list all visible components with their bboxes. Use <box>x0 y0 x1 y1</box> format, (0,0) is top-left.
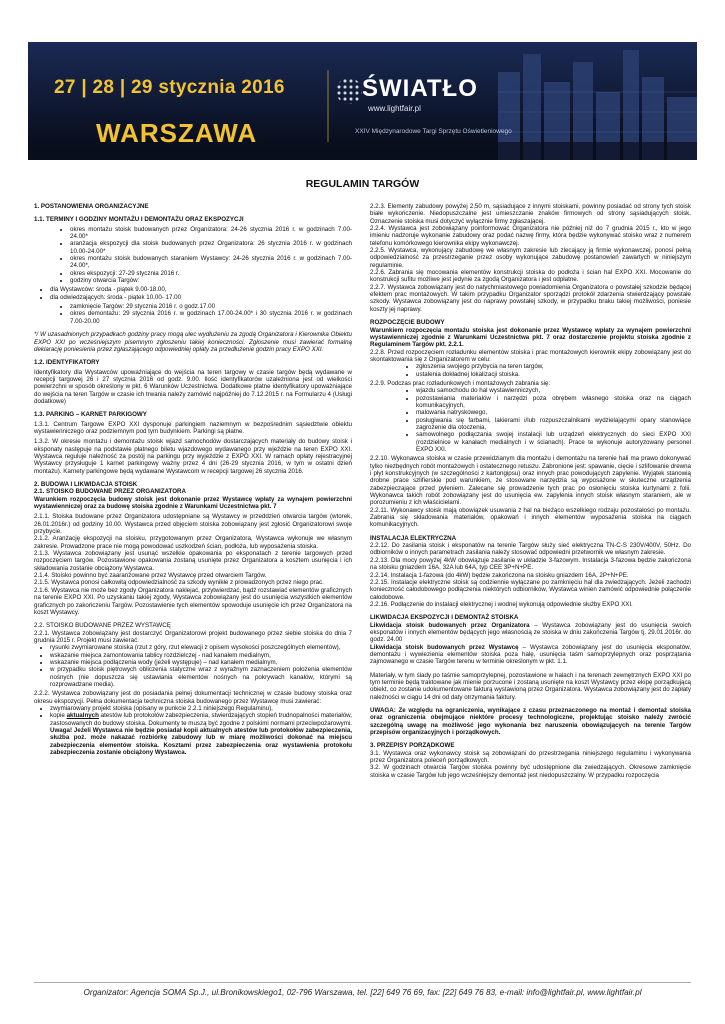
paragraph <box>370 622 691 644</box>
bold-text: Likwidacja stoisk budowanych przez Wystawcę <box>370 643 519 651</box>
schedule-sublist <box>34 286 352 301</box>
footer-divider <box>34 982 691 983</box>
event-city: WARSZAWA <box>96 118 258 148</box>
list-item: • dla Wystawców: środa - piątek 9.00-18.00, <box>50 286 352 293</box>
paragraph: 2.2.2. Wystawca zobowiązany jest do posiadania pełnej dokumentacji technicznej w czasie budowy stoiska oraz okresu ekspozycji. Pełna dokumentacja techniczna stoiska budowanego przez Wystawcę musi zawierać: <box>34 690 352 705</box>
section-heading: 2. BUDOWA I LIKWIDACJA STOISK <box>34 481 138 488</box>
prohibitions-list <box>370 387 691 453</box>
schedule-list-2 <box>34 303 352 325</box>
list-item: • rysunki zwymiarowane stoiska (rzut z góry, rzut elewacji z opisem wysokości poszczególnych elementów), <box>50 644 352 651</box>
underlined-text: aktualnych <box>66 712 99 720</box>
footer-organizer: Organizator: Agencja SOMA Sp.J., ul.Bronikowskiego1, 02-796 Warszawa, tel. [22] 649 76 69, fax: [22] 649 76 83, e-mail: info@lightfair.pl, www.lightfair.pl <box>83 988 642 997</box>
paragraph: 2.1.1. Stoiska budowane przez Organizatora udostępniane są Wystawcy w przeddzień otwarcia targów (wtorek, 26.01.2016r.) od godziny 10.00. Wystawca przed objęciem stoiska zobowiązany jest zgłosić Organizatorowi swoje przybycie. <box>34 513 352 536</box>
section-heading: LIKWIDACJA EKSPOZYCJI I DEMONTAŻ STOISKA <box>370 614 519 622</box>
list-item: • okres montażu stoisk budowanych staraniem Wystawcy: 24-26 stycznia 2016 r. w godzinach 7.00-24.00*, <box>70 255 352 270</box>
paragraph: 2.2.15. Instalacje elektryczne stoisk są codziennie wyłączane po zamknięciu hal dla zwiedzających. Jeżeli zachodzi konieczność całodobowego podłączenia niektórych odbiorników, Wystawca winien zamówić odpowiednie połączenie całodobowe. <box>370 578 691 601</box>
left-column <box>34 203 352 758</box>
paragraph-bold: Warunkiem rozpoczęcia budowy stoisk jest dokonanie przez Wystawcę wpłaty za wynajem powierzchni wystawienniczej oraz za budowę stoiska zgodnie z Warunkami Uczestnictwa pkt. 7 <box>34 495 352 511</box>
list-item: • malowania natryskowego, <box>416 409 691 416</box>
list-item: • zwymiarowany projekt stoiska (opisany w punkcie 2.2.1 niniejszego Regulaminu), <box>50 705 352 712</box>
section-heading: 1. POSTANOWIENIA ORGANIZACYJNE <box>34 203 149 210</box>
list-item: • samowolnego podłączania swojej instalacji lub urządzeń elektrycznych do sieci EXPO XXI (rozdzielnice w kanałach medialnych i w ścianach). Prace te wykonuje autoryzowany personel EXPO XXI. <box>416 431 691 453</box>
paragraph: 2.1.4. Stoisko powinno być zaaranżowane przez Wystawcę przed otwarciem Targów. <box>34 572 267 580</box>
paragraph: 2.2.1. Wystawca zobowiązany jest dostarczyć Organizatorowi projekt budowanego przez siebie stoiska do dnia 7 grudnia 2015 r. Projekt musi zawierać: <box>34 629 352 644</box>
list-item: • godziny otwarcia Targów: <box>70 277 352 284</box>
paragraph: 2.2.11. Wykonawcy stoisk mają obowiązek usuwania z hal na bieżąco wszelkiego rodzaju pozostałości po montażu. Zabrania się składowania materiałów, opakowań i innych elementów wyposażenia stoiska na ciągach komunikacyjnych. <box>370 506 691 529</box>
section-heading: ROZPOCZĘCIE BUDOWY <box>370 319 445 327</box>
paragraph-bold: Warunkiem rozpoczęcia montażu stoiska jest dokonanie przez Wystawcę wpłaty za wynajem powierzchni wystawienniczej zgodnie z Warunkami Uczestnictwa pkt. 7 oraz dostarczenie projektu stoiska zgodnie z Regulaminem Targów pkt. 2.2.1. <box>370 326 691 349</box>
text: – Wystawca zobowiązany jest do usunięcia eksponatów, demontażu i wywiezienia elementów stoiska poza halę, usunięcia taśm samoprzylepnych oraz posprzątania zajmowanego w czasie Targów terenu w terminie określonym w pkt. 1.1. <box>370 643 691 666</box>
section-heading: 3. PRZEPISY PORZĄDKOWE <box>370 742 455 750</box>
text: – Wystawca zobowiązany jest do usunięcia swoich eksponatów i innych elementów będących jego własnością ze stoiska w dniu zakończenia Targów tj. 29.01.2016r. do godz. 24.00 <box>370 621 691 644</box>
hours-note: */ W uzasadnionych przypadkach godziny pracy mogą ulec wydłużeniu za zgodą Organizatora i Kierownika Obiektu EXPO XXI po wcześniejszym pisemnym zgłoszeniu takiej konieczności. Zgłoszenie musi zawierać formalną deklarację poniesienia przez zgłaszającego odpowiedniej opłaty za przedłużenie godzin pracy EXPO XXI. <box>34 331 352 353</box>
paragraph: 2.2.9. Podczas prac rozładunkowych i montażowych zabrania się: <box>370 379 551 387</box>
list-item: • okres demontażu: 29 stycznia 2016 r. w godzinach 17.00-24.00* i 30 stycznia 2016 r. w godzinach 7.00-20.00 <box>70 310 352 325</box>
list-item <box>50 712 352 756</box>
list-item: • aranżacja ekspozycji dla stoisk budowanych przez Organizatora: 26 stycznia 2016 r. w godzinach 10.00-24.00* <box>70 240 352 255</box>
paragraph: 3.2. W godzinach otwarcia Targów stoiska powinny być udostępnione dla zwiedzających. Okresowe zamknięcie stoiska w czasie Targów lub jego wcześniejszy demontaż jest niedopuszczalny. W przypadku rozpoczęcia <box>370 764 691 779</box>
section-heading: 1.3. PARKING – KARNET PARKIGOWY <box>34 411 147 419</box>
paragraph: 3.1. Wystawca oraz wykonawcy stoisk są zobowiązani do przestrzegania niniejszego regulaminu i wykonywania przez Organizatora poleceń porządkowych. <box>370 749 691 765</box>
paragraph: 2.2.4. Wystawca jest zobowiązany poinformować Organizatora nie później niż do 7 grudnia 2015 r., kto w jego imieniu nadzoruje wykonanie zabudowy oraz podać nazwę firmy, która będzie wykonywać stoisko wraz z numerem telefonu komórkowego kierownika ekipy wykonawczej. <box>370 225 691 247</box>
section-heading: 1.1. TERMINY I GODZINY MONTAŻU I DEMONTAŻU ORAZ EKSPOZYCJI <box>34 216 244 224</box>
paragraph: 2.2.14. Instalacja 1-fazowa (do 4kW) będzie zakończona na stoisku gniazdem 16A, 2P+N+PE. <box>370 571 629 579</box>
bold-text: Likwidacja stoisk budowanych przez Organizatora <box>370 621 530 629</box>
logo-dots-icon <box>336 78 362 104</box>
section-heading: INSTALACJA ELEKTRYCZNA <box>370 534 457 542</box>
list-item: • zamknięcie Targów: 29 stycznia 2016 r. o godz.17.00 <box>70 303 352 310</box>
list-item: • w przypadku stoisk piętrowych obliczenia statyczne wraz z wyraźnym zaznaczeniem położenia elementów nośnych (nie dopuszcza się ustawiania elementów nośnych na pokrywach kanałów, którymi są rozprowadzane media). <box>50 666 352 688</box>
paragraph: 2.1.5. Wystawca ponosi całkowitą odpowiedzialność za szkody wynikłe z prowadzonych przez niego prac. <box>34 579 324 587</box>
paragraph: Identyfikatory dla Wystawców upoważniające do wejścia na teren targowy w czasie targów będą wydawane w recepcji targowej 26 i 27 stycznia 2016 od godz. 9.00. Ilość identyfikatorów uzależniona jest od wielkości powierzchni w sposób określony w pkt. 6 Warunków Uczestnictwa. Dodatkowe platne identyfikatory upoważniające do wejścia na teren Targów w czasie ich trwania należy zamówić najpóźniej do 7.12.2015 r. na Formularzu 4 (Usługi dodatkowe) <box>34 368 352 405</box>
list-item: • wjazdu samochodu do hal wystawienniczych, <box>416 387 691 394</box>
list-item: • dla odwiedzających: środa - piątek 10.00- 17.00 <box>50 294 352 301</box>
list-item: • zgłoszenia swojego przybycia na teren targów, <box>416 363 691 370</box>
paragraph: 2.1.6. Wystawca nie może bez zgody Organizatora naklejać, przytwierdzać, bądź rozstawiać elementów graficznych na terenie EXPO XXI. Po uzyskaniu takiej zgody, Wystawca zobowiązany jest do usunięcia wszystkich elementów graficznych po zakończeniu Targów. Pozostawienie tych elementów spowoduje usunięcie ich przez Organizatora na koszt Wystawcy. <box>34 586 352 616</box>
project-requirements-list <box>34 644 352 688</box>
logo-url: www.lightfair.pl <box>368 104 421 113</box>
event-subtitle: XXIV Międzynarodowe Targi Sprzętu Oświetleniowego <box>355 128 512 135</box>
list-item: • okres ekspozycji: 27-29 stycznia 2016 r. <box>70 270 352 277</box>
warning-text: Uwaga! Jeżeli Wystawca nie będzie posiadał kopii aktualnych atestów lub protokołów zabezpieczenia, służba poż. może nakazać rozbiórkę zabudowy lub w miarę możliwości dokonać na miejscu zabezpieczenia elementów stoiska. Kosztami przez zabezpieczenia oraz wystawienia protokołu zabezpieczenia zostanie obciążony Wystawca. <box>50 727 352 757</box>
event-dates: 27 | 28 | 29 stycznia 2016 <box>54 77 285 98</box>
header-banner <box>28 42 697 160</box>
paragraph: 2.2.5. Wystawca, wykonujący zabudowę we własnym zakresie lub zlecający ją firmie wykonawczej, ponosi pełną odpowiedzialność za przestrzeganie przez osoby wykonujące zabudowę postanowień zawartych w niniejszym regulaminie. <box>370 247 691 269</box>
paragraph: 2.2.3. Elementy zabudowy powyżej 2,50 m, sąsiadujące z innymi stoiskami, powinny posiadać od strony tych stoisk białe wykończenie. Niedopuszczalne jest umieszczanie znaków firmowych od strony sąsiadujących stoisk. Oznaczenie stoiska musi dotyczyć wyłącznie firmy zgłaszającej. <box>370 203 691 225</box>
list-item: • pozostawiania materiałów i narzędzi poza obrębem własnego stoiska oraz na ciągach komunikacyjnych, <box>416 395 691 410</box>
documentation-list <box>34 705 352 756</box>
paragraph: 1.3.1. Centrum Targowe EXPO XXI dysponuje parkingiem naziemnym w bezpośrednim sąsiedztwie obiektu wystawienniczego oraz podziemnym pod tym budynkiem. Parkingi są płatne. <box>34 420 352 435</box>
paragraph: 2.2.10. Wykonawca stoiska w czasie przewidzianym dla montażu i demontażu na terenie hali ma prawo dokonywać tylko niezbędnych robót montażowych i ostatecznego retuszu. Zabronione jest: spawanie, cięcie i szlifowanie drewna i płyt konstrukcyjnych (w szczególności z kartongipsu) oraz innych prac powodujących zapylenie. Wyjątek stanowią drobne prace szlifierskie pod warunkiem, że stosowane narzędzia są wyposażone w skuteczne urządzenia zabezpieczające przed pyleniem. Zalecane się prowadzenie tych prac po osłonięciu stoiska kurtynami z folii. Wykonawca takich robót zobowiązany jest do usunięcia ew. zapylenia innych stoisk własnym staraniem, ale w porozumieniu z ich właścicielami. <box>370 455 691 507</box>
list-item: • wskazanie miejsca zamontowania tablicy rozdzielczej - nad kanałem medialnym, <box>50 652 352 659</box>
paragraph: 2.1.2. Aranżację ekspozycji na stoisku, przygotowanym przez Organizatora, Wystawca wykonuje we własnym zakresie. Prowadzone prace nie mogą powodować uszkodzeń ścian, podłoża, lub wyposażenia stoiska. <box>34 535 352 550</box>
logo-text: ŚWIATŁO <box>362 75 478 102</box>
section-heading: 2.2. STOISKO BUDOWANE PRZEZ WYSTAWCĘ <box>34 622 171 630</box>
paragraph: 2.2.13. Dla mocy powyżej 4kW obowiązuje zasilanie w układzie 3-fazowym. Instalacja 3-fazowa będzie zakończona na stoisku gniazdem 16A, 32A lub 64A, typ CEE 3P+N+PE. <box>370 556 691 572</box>
warning-paragraph: UWAGA: Ze względu na ograniczenia, wynikające z czasu przeznaczonego na montaż i demontaż stoiska oraz ograniczenia obejmujące niektóre procesy technologiczne, projektując stoisko należy zwrócić szczególną uwagę na możliwość jego wykonania bez naruszenia obowiązujących na terenie Targów przepisów organizacyjnych i porządkowych. <box>370 707 691 737</box>
text: atestów lub protokołów zabezpieczenia, stwierdzających stopień trudnopalności materiałów, zastosowanych do budowy stoiska. Dokumenty te muszą być zgodne z polskimi normami przeciwpożarowymi. <box>50 712 353 727</box>
schedule-list <box>34 226 352 285</box>
paragraph: 1.3.2. W okresie montażu i demontażu stoisk wjazd samochodów dostarczających materiały do budowy stoisk i eksponaty następuje na podstawie płatnego biletu wjazdowego wydawanego przy wjeździe na teren EXPO XXI. Wystawca reguluje należność za postój na parkingu przy wyjeździe z EXPO XXI. W ramach opłaty rejestracyjnej Wystawcy przysługuje 1 karnet parkingowy ważny przez 4 dni (26-29 stycznia 2016, w tym w ostatni dzień montażu). Karnety parkingowe będą wydawane Wystawcom w recepcji targowej 26 stycznia 2016. <box>34 438 352 475</box>
paragraph: 2.2.7. Wystawca zobowiązany jest do natychmiastowego powiadomienia Organizatora o powstałej szkodzie będącej efektem prac montażowych. W takim przypadku Organizator sporządzi protokół zdarzenia stwierdzający powstałe szkody. Wystawca zobowiązany jest do naprawy powstałej szkody, w przypadku braku takiej możliwości, poniesie koszty jej naprawy. <box>370 283 691 313</box>
paragraph: 2.1.3. Wystawca zobowiązany jest usunąć wszelkie opakowania po eksponatach z terenie targowych przed rozpoczęciem targów. Pozostawione opakowania zostaną usunięte przez Organizatora a kosztem usunięcia i ich składowania zostanie obciążony Wystawca. <box>34 550 352 572</box>
text: kopie <box>50 712 67 720</box>
right-column <box>370 203 691 779</box>
paragraph <box>370 644 691 666</box>
paragraph: 2.2.12. Do zasilania stoisk i eksponatów na terenie Targów służy sieć elektryczna TN-C-S 230V/400V, 50Hz. Do odbiorników o innych parametrach zasilania należy stosować odpowiedni przetwornik we własnym zakresie. <box>370 542 691 557</box>
page-title: REGULAMIN TARGÓW <box>305 178 420 190</box>
paragraph: 2.2.6. Zabrania się mocowania elementów konstrukcji stoiska do podłoża i ścian hal EXPO XXI. Mocowanie do konstrukcji sufitu możliwe jest jedynie za zgodą Organizatora i jest odpłatne. <box>370 269 691 284</box>
paragraph: 2.2.8. Przed rozpoczęciem rozładunku elementów stoiska i prac montażowych kierownik ekipy zobowiązany jest do skontaktowania się z Organizatorem w celu: <box>370 348 691 363</box>
section-heading: 1.2. IDENTYFIKATORY <box>34 359 100 367</box>
list-item: • ustalenia dokładnej lokalizacji stoiska. <box>416 371 691 378</box>
contact-list <box>370 363 691 378</box>
list-item: • posługiwania się farbami, lakierami i/lub rozpuszczalnikami wydzielającymi opary stanowiące zagrożenie dla otoczenia, <box>416 417 691 432</box>
list-item: • okres montażu stoisk budowanych przez Organizatora: 24-26 stycznia 2016 r. w godzinach 7.00-24.00* <box>70 226 352 241</box>
section-heading: 2.1. STOISKO BUDOWANE PRZEZ ORGANIZATORA <box>34 488 186 496</box>
paragraph: Materiały, w tym ślady po taśmie samoprzylepnej, pozostawione w halach i na terenach zewnętrznych EXPO XXI po tym terminie będą traktowane jak mienie porzucone i zostaną usunięte na koszt Wystawcy przez ekipę porządkującą obiekt, co zostanie udokumentowane fakturą wystawioną przez Organizatora. Wystawca zobowiązany jest do zapłaty należności w ciągu 14 dni od daty otrzymania faktury. <box>370 671 691 701</box>
paragraph: 2.2.16. Podłączenie do instalacji elektrycznej i wodnej wykonują odpowiednie służby EXPO XXI. <box>370 600 633 608</box>
list-item: • wskazanie miejsca podłączenia wody (jeżeli występuje) – nad kanałem medialnym, <box>50 659 352 666</box>
